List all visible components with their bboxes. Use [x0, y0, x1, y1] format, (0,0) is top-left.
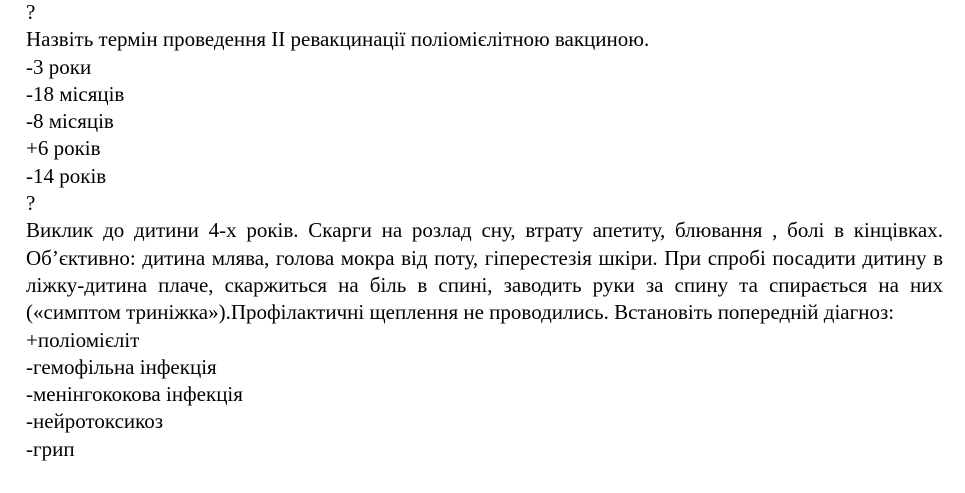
answer-option: -менінгококова інфекція — [26, 382, 243, 407]
question-marker: ? — [26, 191, 36, 216]
answer-option: +поліомієліт — [26, 327, 140, 352]
answer-option: -8 місяців — [26, 109, 114, 134]
question-text: Виклик до дитини 4-х років. Скарги на розлад сну, втрату апетиту, блювання , болі в кінцівках. Об’єктивно: дитина млява, голова мокра від поту, гіперестезія шкіри. При спробі посадити дитину в ліжку-дитина плаче, скаржиться на біль в спині, заводить руки за спину та спирається на них («симптом триніжка»).Профілактичні щеплення не проводились. Встановіть попередній діагноз: — [26, 218, 943, 325]
answer-option: -18 місяців — [26, 81, 125, 106]
question-block-1 — [26, 0, 943, 190]
answer-option: -3 роки — [26, 54, 92, 79]
answer-option: -нейротоксикоз — [26, 409, 164, 434]
question-text: Назвіть термін проведення ІІ ревакцинації поліомієлітною вакциною. — [26, 27, 650, 52]
answer-option: -грип — [26, 436, 75, 461]
question-marker: ? — [26, 0, 36, 24]
answer-option: -гемофільна інфекція — [26, 354, 217, 379]
question-block-2 — [26, 190, 943, 463]
answer-option: +6 років — [26, 136, 101, 161]
answer-option: -14 років — [26, 163, 107, 188]
